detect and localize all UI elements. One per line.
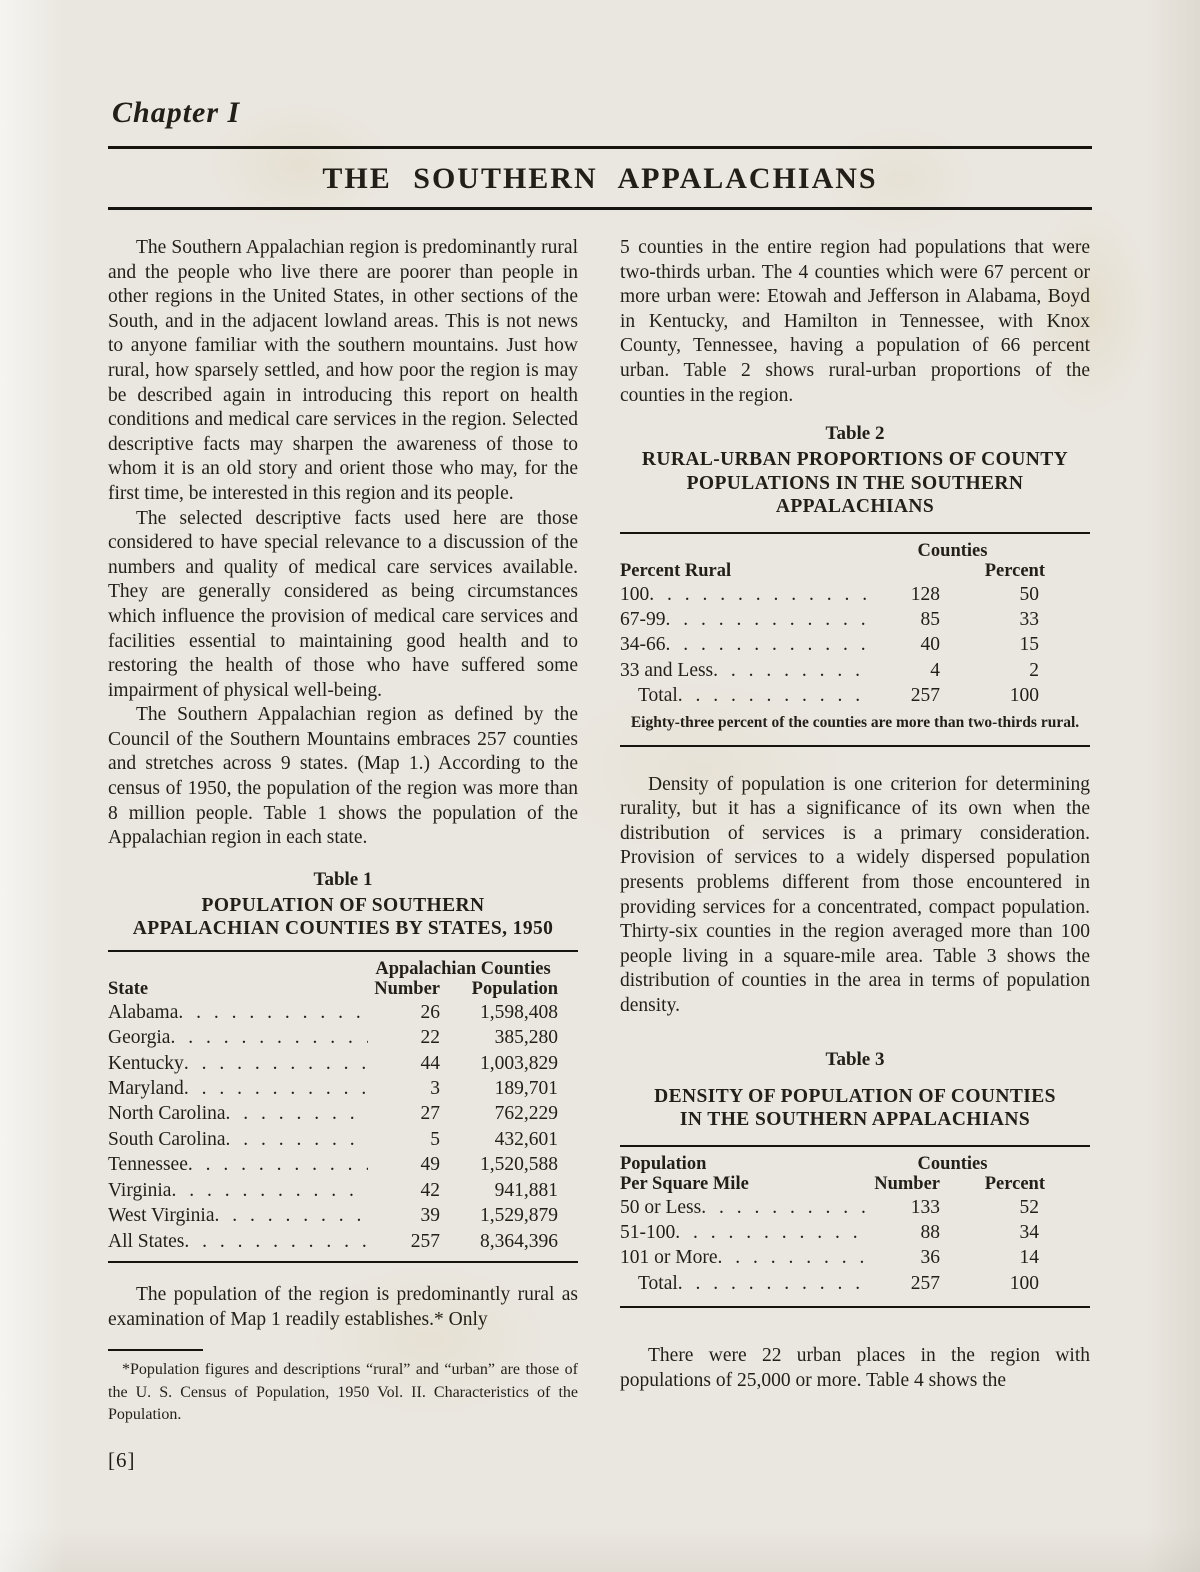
row-population: 1,003,829	[480, 1052, 558, 1074]
row-percent: 15	[1019, 634, 1039, 656]
row-state: All States	[108, 1230, 185, 1252]
row-population: 189,701	[494, 1078, 558, 1100]
table-3	[620, 1049, 1090, 1309]
table-3-column-header-row	[620, 1174, 1090, 1195]
table-2-top-rule	[620, 532, 1090, 534]
column-group-header: Counties	[917, 1153, 988, 1174]
spacer	[731, 561, 940, 582]
page-number: [6]	[108, 1448, 136, 1473]
table-1-title-line: APPALACHIAN COUNTIES BY STATES, 1950	[132, 918, 554, 940]
dot-leader	[666, 607, 871, 632]
table-row	[108, 1025, 578, 1050]
table-1-column-header-row	[108, 979, 578, 1000]
row-percent: 100	[1009, 685, 1039, 707]
chapter-heading: Chapter I	[112, 96, 241, 129]
row-population: 1,520,588	[480, 1154, 558, 1176]
paragraph: The Southern Appalachian region as defined by the Council of the Southern Mountains embraces 257 counties and stretches across 9 states. (Map 1.) According to the census of 1950, the population of the region was more than 8 million people. Table 1 shows the population of the Appalachian region in each state.	[108, 704, 578, 849]
row-category: 51-100	[620, 1222, 676, 1244]
row-category: 101 or More	[620, 1247, 718, 1269]
table-3-bottom-rule	[620, 1306, 1090, 1308]
table-row	[108, 1178, 578, 1203]
table-2-column-header-row	[620, 561, 1090, 582]
dot-leader	[717, 1245, 870, 1270]
row-number: 39	[420, 1205, 440, 1227]
table-3-title-line: DENSITY OF POPULATION OF COUNTIES	[654, 1085, 1056, 1107]
table-1-top-rule	[108, 950, 578, 952]
row-number: 36	[920, 1247, 940, 1269]
row-number: 26	[420, 1001, 440, 1023]
row-state: Virginia	[108, 1179, 172, 1201]
dot-leader	[215, 1203, 369, 1228]
table-row	[620, 607, 1090, 632]
row-state: Kentucky	[108, 1052, 184, 1074]
row-population: 941,881	[494, 1179, 558, 1201]
dot-leader	[226, 1101, 368, 1126]
table-3-top-rule	[620, 1145, 1090, 1147]
table-2-title-line: POPULATIONS IN THE SOUTHERN	[686, 472, 1024, 494]
row-number: 257	[410, 1230, 440, 1252]
row-state: Tennessee	[108, 1154, 188, 1176]
table-2-bottom-rule	[620, 745, 1090, 747]
row-population: 432,601	[494, 1128, 558, 1150]
dot-leader	[226, 1127, 368, 1152]
row-percent: 33	[1019, 609, 1039, 631]
table-row	[108, 1203, 578, 1228]
column-group-header: Appalachian Counties	[375, 958, 551, 979]
row-percent: 52	[1019, 1196, 1039, 1218]
row-percent: 2	[1029, 659, 1039, 681]
table-3-caption: Table 3	[825, 1048, 885, 1070]
table-row	[620, 582, 1090, 607]
table-row	[108, 1229, 578, 1254]
table-row	[620, 658, 1090, 683]
table-row	[108, 1152, 578, 1177]
spacer	[706, 1154, 860, 1174]
row-population: 1,598,408	[480, 1001, 558, 1023]
table-1-bottom-rule	[108, 1261, 578, 1263]
row-number: 40	[920, 634, 940, 656]
row-category: Total	[638, 685, 678, 707]
row-state: North Carolina	[108, 1103, 226, 1125]
dot-leader	[171, 1178, 368, 1203]
paragraph: The Southern Appalachian region is predominantly rural and the people who live there are poorer than people in other regions in the United States, in other sections of the South, and in the adjacent lowland areas. This is not news to anyone familiar with the southern mountains. Just how rural, how sparsely settled, and how poor the region is may be described again in introducing this report on health conditions and medical care services in the region. Selected descriptive facts may sharpen the awareness of those to whom it is an old story and orient those who may, for the first time, be interested in this region and its people.	[108, 237, 578, 504]
row-category: 33 and Less	[620, 659, 714, 681]
row-number: 3	[430, 1078, 440, 1100]
row-number: 133	[910, 1196, 940, 1218]
table-row-total	[620, 1271, 1090, 1296]
table-2-note: Eighty-three percent of the counties are more than two-thirds rural.	[630, 713, 1080, 731]
row-percent: 34	[1019, 1222, 1039, 1244]
left-column	[108, 236, 578, 1473]
page-title: THE SOUTHERN APPALACHIANS	[322, 162, 878, 195]
dot-leader	[184, 1229, 368, 1254]
column-header-population: Population	[471, 978, 558, 999]
title-bottom-rule	[108, 207, 1092, 210]
footnote-rule	[108, 1349, 203, 1351]
row-percent: 14	[1019, 1247, 1039, 1269]
row-population: 1,529,879	[480, 1205, 558, 1227]
spacer	[749, 1174, 860, 1195]
row-state: South Carolina	[108, 1128, 226, 1150]
row-number: 27	[420, 1103, 440, 1125]
row-population: 8,364,396	[480, 1230, 558, 1252]
table-1-title-line: POPULATION OF SOUTHERN	[201, 894, 485, 916]
footnote: *Population figures and descriptions “rural” and “urban” are those of the U. S. Census of Population, 1950 Vol. II. Characteristics of the Population.	[108, 1361, 578, 1423]
table-1-caption: Table 1	[313, 868, 373, 890]
table-2-title-line: RURAL-URBAN PROPORTIONS OF COUNTY	[641, 449, 1069, 471]
row-category: 34-66	[620, 634, 666, 656]
row-number: 22	[420, 1027, 440, 1049]
row-category: 67-99	[620, 609, 666, 631]
dot-leader	[701, 1195, 870, 1220]
dot-leader	[666, 632, 871, 657]
column-header-per-square-mile: Per Square Mile	[620, 1173, 749, 1194]
row-population: 385,280	[494, 1027, 558, 1049]
row-category: 100	[620, 583, 650, 605]
row-number: 5	[430, 1128, 440, 1150]
right-column	[620, 236, 1090, 1473]
column-group-header: Counties	[917, 540, 988, 561]
column-header-percent-rural: Percent Rural	[620, 560, 732, 581]
paragraph: There were 22 urban places in the region with populations of 25,000 or more. Table 4 shows the	[620, 1345, 1090, 1391]
dot-leader	[178, 1000, 368, 1025]
table-row	[620, 1245, 1090, 1270]
row-number: 85	[920, 609, 940, 631]
table-row	[108, 1076, 578, 1101]
dot-leader	[188, 1152, 368, 1177]
table-2-caption: Table 2	[825, 423, 885, 445]
row-number: 42	[420, 1179, 440, 1201]
row-state: Alabama	[108, 1001, 179, 1023]
row-number: 257	[910, 1272, 940, 1294]
dot-leader	[678, 683, 870, 708]
top-rule	[108, 146, 1092, 149]
column-header-state: State	[108, 978, 149, 999]
row-state: West Virginia	[108, 1205, 215, 1227]
row-percent: 100	[1009, 1272, 1039, 1294]
row-number: 44	[420, 1052, 440, 1074]
table-2-group-header-row	[620, 541, 1090, 561]
row-number: 49	[420, 1154, 440, 1176]
table-3-group-header-row	[620, 1154, 1090, 1174]
dot-leader	[675, 1220, 870, 1245]
table-row	[620, 1220, 1090, 1245]
table-2	[620, 423, 1090, 747]
row-population: 762,229	[494, 1103, 558, 1125]
dot-leader	[713, 658, 870, 683]
spacer	[620, 541, 860, 561]
table-row-total	[620, 683, 1090, 708]
column-header-number: Number	[874, 1173, 940, 1194]
row-percent: 50	[1019, 583, 1039, 605]
dot-leader	[184, 1051, 368, 1076]
dot-leader	[184, 1076, 368, 1101]
paragraph: Density of population is one criterion for determining rurality, but it has a significance of its own when the distribution of services is a primary consideration. Provision of services to a widely dispersed population presents problems different from those encountered in providing services for a concentrated, compact population. Thirty-six counties in the region averaged more than 100 people living in a square-mile area. Table 3 shows the distribution of counties in the area in terms of population density.	[620, 773, 1090, 1017]
column-header-percent: Percent	[984, 560, 1045, 581]
table-3-title-line: IN THE SOUTHERN APPALACHIANS	[679, 1109, 1031, 1131]
table-1-group-header-row	[108, 959, 578, 979]
table-row	[620, 1195, 1090, 1220]
column-header-percent: Percent	[984, 1173, 1045, 1194]
row-number: 4	[930, 659, 940, 681]
dot-leader	[170, 1025, 368, 1050]
paragraph: The population of the region is predominantly rural as examination of Map 1 readily establishes.* Only	[108, 1283, 578, 1330]
paragraph: The selected descriptive facts used here are those considered to have special relevance to a discussion of the numbers and quality of medical care services available. They are generally considered as being circumstances which influence the provision of medical care services and facilities essential to maintaining good health and to restoring the health of those who have suffered some impairment of physical well-being.	[108, 507, 578, 701]
paragraph: 5 counties in the entire region had populations that were two-thirds urban. The 4 counties which were 67 percent or more urban were: Etowah and Jefferson in Alabama, Boyd in Kentucky, and Hamilton in Tennessee, with Knox County, Tennessee, having a population of 66 percent urban. Table 2 shows rural-urban proportions of the counties in the region.	[620, 237, 1090, 406]
table-1	[108, 869, 578, 1263]
table-row	[108, 1127, 578, 1152]
text-columns	[108, 236, 1088, 1473]
row-number: 88	[920, 1222, 940, 1244]
dot-leader	[678, 1271, 870, 1296]
column-header-number: Number	[374, 978, 440, 999]
column-header-population: Population	[620, 1153, 707, 1174]
row-number: 128	[910, 583, 940, 605]
spacer	[108, 959, 368, 979]
table-row	[108, 1101, 578, 1126]
page-header	[0, 0, 1200, 210]
table-row	[108, 1051, 578, 1076]
row-state: Georgia	[108, 1027, 171, 1049]
spacer	[148, 979, 368, 1000]
dot-leader	[649, 582, 870, 607]
table-row	[108, 1000, 578, 1025]
table-row	[620, 632, 1090, 657]
row-state: Maryland	[108, 1078, 184, 1100]
table-2-title-line: APPALACHIANS	[775, 496, 935, 518]
row-number: 257	[910, 685, 940, 707]
row-category: 50 or Less	[620, 1196, 702, 1218]
row-category: Total	[638, 1272, 678, 1294]
